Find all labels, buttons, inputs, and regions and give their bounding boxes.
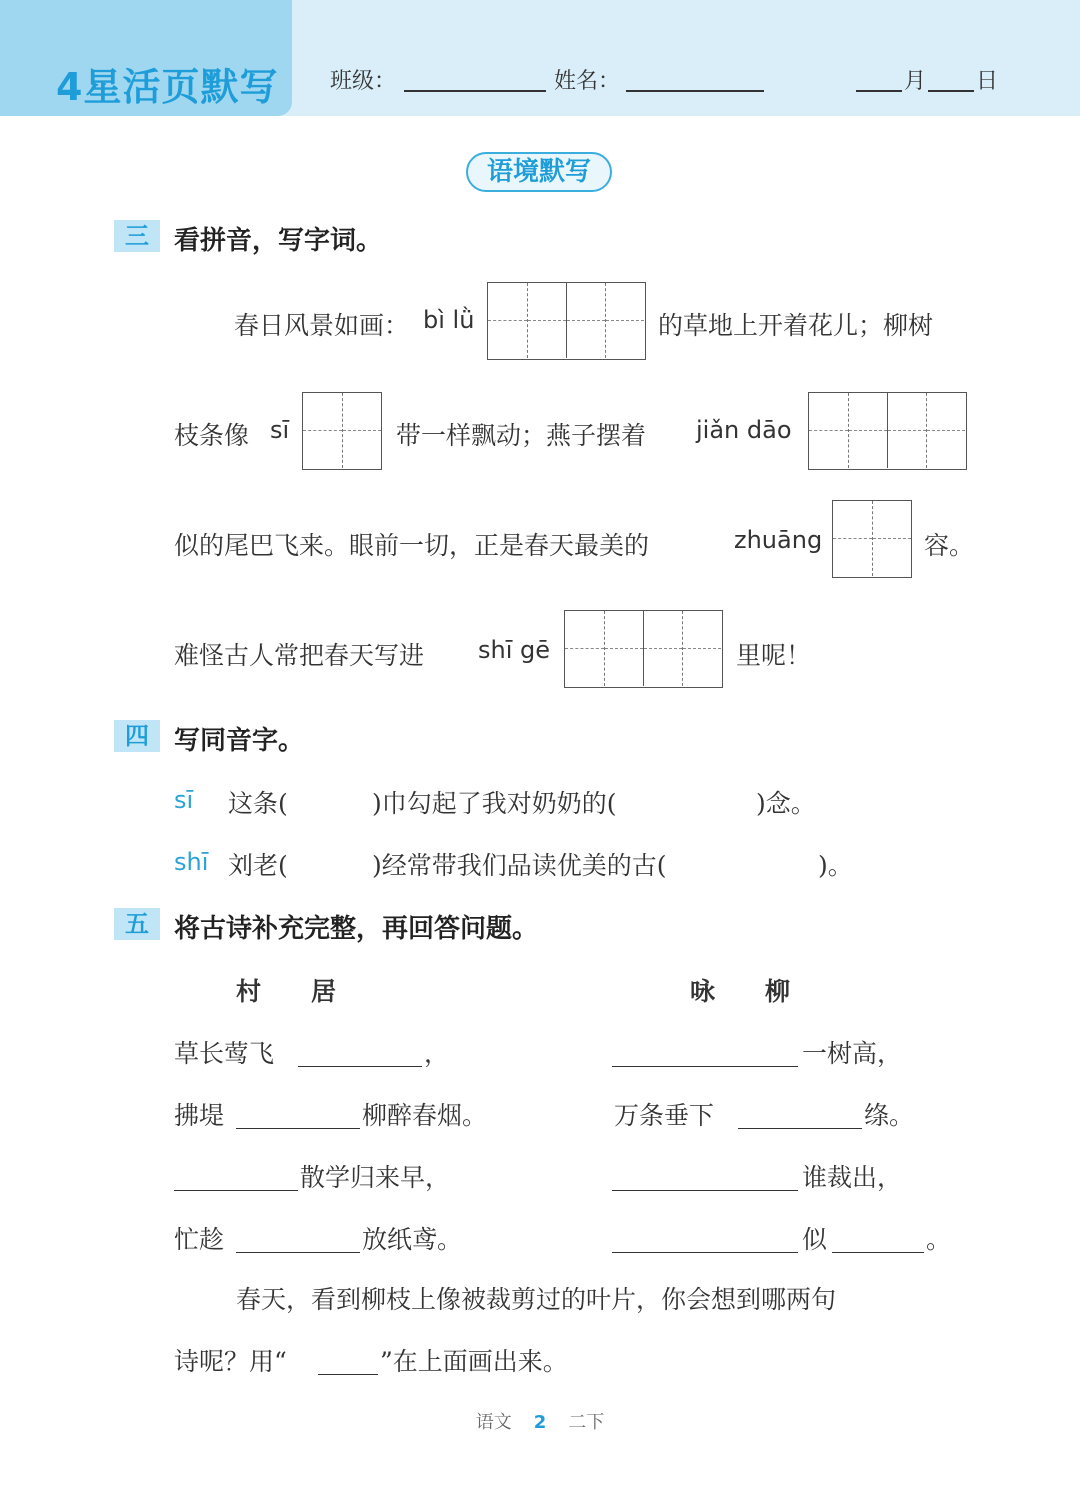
section5-number: 五 [114,908,160,940]
p1-line2-a: 拂堤 [174,1101,225,1130]
poem2-title: 咏 柳 [690,977,791,1006]
month-field[interactable] [856,90,902,92]
day-field[interactable] [928,90,974,92]
page-footer [0,1408,1080,1434]
p2-line2-a: 万条垂下 [614,1101,715,1130]
p2-line3-blank[interactable] [612,1190,798,1191]
class-field[interactable] [404,90,546,92]
s3-line2-a: 枝条像 [174,421,250,450]
question-line1: 春天，看到柳枝上像被裁剪过的叶片，你会想到哪两句 [236,1285,837,1314]
s4-row1-a: 这条( [228,789,288,818]
pinyin-zhuang: zhuāng [734,526,823,554]
s3-line4-a: 难怪古人常把春天写进 [174,641,425,670]
s4-row2-a: 刘老( [228,851,288,880]
question-mark-sample [318,1374,378,1375]
month-label: 月 [904,69,927,94]
question-line2-a: 诗呢？用“ [174,1347,287,1376]
p2-line4-b: 。 [926,1225,952,1254]
p1-line1: 草长莺飞 [174,1039,275,1068]
s3-line3-a: 似的尾巴飞来。眼前一切，正是春天最美的 [174,531,650,560]
p2-line2-blank[interactable] [738,1128,862,1129]
question-line2-b: ”在上面画出来。 [380,1347,568,1376]
s3-line3-b: 容。 [924,531,975,560]
p2-line1: 一树高， [802,1039,903,1068]
p1-line2-blank[interactable] [236,1128,360,1129]
p1-line3: 散学归来早， [300,1163,451,1192]
s4-row1-b: )巾勾起了我对奶奶的( [372,789,617,818]
p2-line2-b: 绦。 [864,1101,915,1130]
s4-row2-b: )经常带我们品读优美的古( [372,851,667,880]
p1-line2-b: 柳醉春烟。 [362,1101,488,1130]
p2-line3: 谁裁出， [802,1163,903,1192]
s3-line1-a: 春日风景如画： [234,311,410,340]
section4-title: 写同音字。 [174,726,305,756]
answer-grid-jiandao[interactable] [808,392,967,470]
p1-line1-blank[interactable] [298,1066,422,1067]
day-label: 日 [976,69,999,94]
p1-line4-b: 放纸鸢。 [362,1225,463,1254]
s4-row2-pinyin: shī [174,848,209,876]
p2-line4-a: 似 [802,1225,828,1254]
poem1-title: 村 居 [236,977,337,1006]
section4-number: 四 [114,720,160,752]
pinyin-jiandao: jiǎn dāo [696,416,792,444]
p2-line4-blank-b[interactable] [832,1252,924,1253]
pinyin-si: sī [270,416,290,444]
p1-line3-blank[interactable] [174,1190,298,1191]
class-label: 班级： [330,69,397,94]
p1-line4-a: 忙趁 [174,1225,225,1254]
p2-line1-blank[interactable] [612,1066,798,1067]
name-field[interactable] [626,90,764,92]
section3-number: 三 [114,220,160,252]
section5-title: 将古诗补充完整，再回答问题。 [174,914,539,944]
footer-subject: 语文 [475,1412,512,1433]
s4-row1-pinyin: sī [174,786,194,814]
p2-line4-blank-a[interactable] [612,1252,798,1253]
pinyin-shige: shī gē [478,636,551,664]
page-number: 2 [533,1412,547,1433]
s3-line2-b: 带一样飘动；燕子摆着 [396,421,647,450]
section3-title: 看拼音，写字词。 [174,226,383,256]
answer-grid-si[interactable] [302,392,382,470]
name-label: 姓名： [554,69,621,94]
p1-line4-blank[interactable] [236,1252,360,1253]
p1-line1-end: ， [424,1039,450,1068]
s4-row1-c: )念。 [756,789,816,818]
answer-grid-shige[interactable] [564,610,723,688]
footer-grade: 二下 [568,1412,605,1433]
section-badge: 语境默写 [466,152,612,192]
pinyin-bilv: bì lǜ [423,306,475,334]
s4-row2-c: )。 [818,851,853,880]
s3-line1-b: 的草地上开着花儿；柳树 [658,311,934,340]
answer-grid-zhuang[interactable] [832,500,912,578]
answer-grid-bilv[interactable] [487,282,646,360]
s3-line4-b: 里呢！ [736,641,812,670]
brand-title: 4星活页默写 [56,65,279,109]
